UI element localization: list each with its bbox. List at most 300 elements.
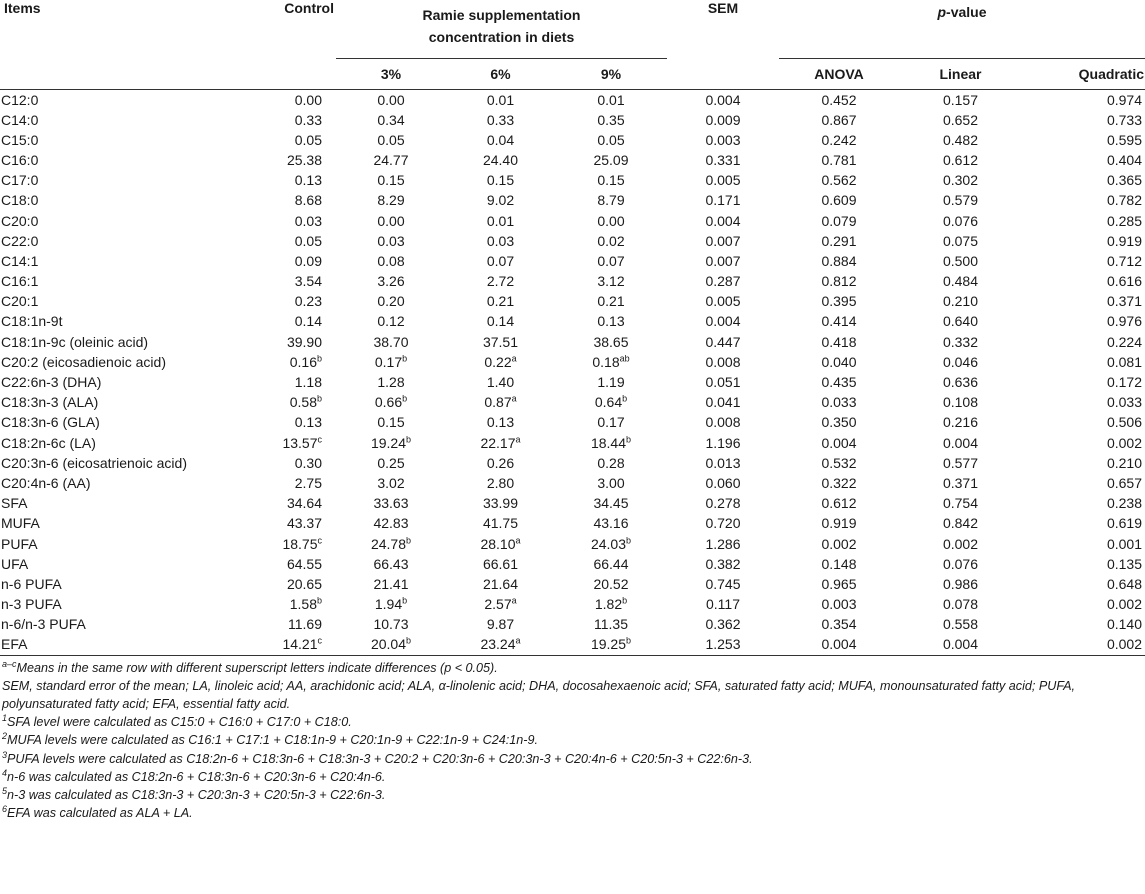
cell-quadratic-value: 0.595: [1106, 131, 1142, 148]
cell-linear: [899, 110, 1022, 130]
cell-linear: [899, 89, 1022, 110]
pvalue-suffix: -value: [946, 4, 987, 20]
cell-9pct-value: 3.00: [597, 474, 625, 491]
cell-anova: [779, 372, 899, 392]
cell-linear: [899, 332, 1022, 352]
cell-9pct-value: 0.28: [597, 454, 625, 471]
cell-3pct-value: 3.02: [377, 474, 405, 491]
cell-6pct-value: 0.01: [486, 91, 515, 108]
cell-sem: [667, 210, 779, 230]
table-row: [0, 110, 1145, 130]
cell-anova: [779, 493, 899, 513]
cell-anova-value: 0.040: [821, 353, 857, 370]
cell-6pct: [446, 89, 555, 110]
cell-3pct: [336, 190, 446, 210]
cell-quadratic: [1022, 130, 1145, 150]
cell-3pct: [336, 574, 446, 594]
cell-control-value: 20.65: [286, 575, 322, 592]
cell-item: [0, 594, 212, 614]
cell-quadratic: [1022, 332, 1145, 352]
cell-quadratic: [1022, 412, 1145, 432]
cell-linear: [899, 130, 1022, 150]
cell-quadratic: [1022, 634, 1145, 654]
cell-linear-value: 0.004: [942, 636, 979, 653]
cell-3pct-value: 0.00: [377, 212, 405, 229]
cell-quadratic: [1022, 251, 1145, 271]
cell-3pct-value: 20.04: [370, 636, 407, 653]
cell-9pct-value: 24.03: [590, 535, 627, 552]
cell-linear: [899, 513, 1022, 533]
significance-letter: b: [622, 393, 628, 404]
cell-item-value: C16:0: [1, 151, 39, 168]
cell-quadratic: [1022, 574, 1145, 594]
cell-quadratic: [1022, 150, 1145, 170]
cell-6pct: [446, 210, 555, 230]
cell-quadratic-value: 0.224: [1106, 333, 1142, 350]
footnote-marker: 2: [2, 731, 8, 742]
cell-9pct-value: 0.13: [597, 313, 625, 330]
table-row: [0, 614, 1145, 634]
cell-6pct-value: 0.33: [486, 111, 515, 128]
cell-3pct: [336, 453, 446, 473]
cell-item-value: C20:0: [1, 212, 39, 229]
cell-9pct-value: 1.82: [594, 596, 623, 613]
cell-item: [0, 574, 212, 594]
cell-item: [0, 130, 212, 150]
cell-item-value: MUFA: [1, 515, 40, 532]
cell-linear: [899, 614, 1022, 634]
footnote-marker: a–c: [2, 658, 17, 669]
cell-3pct-value: 0.66: [374, 394, 403, 411]
cell-control-value: 64.55: [286, 555, 322, 572]
cell-item: [0, 190, 212, 210]
cell-linear: [899, 574, 1022, 594]
cell-control-value: 0.05: [294, 232, 322, 249]
cell-item-value: C18:3n-6 (GLA): [1, 414, 100, 431]
cell-9pct-value: 38.65: [593, 333, 629, 350]
cell-6pct: [446, 574, 555, 594]
cell-sem: [667, 594, 779, 614]
cell-quadratic-value: 0.782: [1106, 192, 1142, 209]
cell-item: [0, 271, 212, 291]
cell-9pct: [555, 352, 667, 372]
cell-3pct-value: 0.15: [377, 414, 405, 431]
cell-anova: [779, 392, 899, 412]
cell-6pct-value: 0.21: [486, 293, 515, 310]
cell-control-value: 2.75: [294, 474, 322, 491]
footnote-text: Means in the same row with different superscript letters indicate differences (p < 0.05).: [16, 660, 498, 675]
cell-linear: [899, 433, 1022, 453]
cell-anova: [779, 473, 899, 493]
cell-quadratic-value: 0.619: [1106, 515, 1142, 532]
table-row: [0, 271, 1145, 291]
cell-sem: [667, 150, 779, 170]
table-row: [0, 453, 1145, 473]
cell-6pct: [446, 594, 555, 614]
cell-control: [212, 352, 336, 372]
cell-sem: [667, 614, 779, 634]
table-row: [0, 392, 1145, 412]
cell-anova-value: 0.354: [821, 616, 857, 633]
cell-6pct-value: 0.01: [486, 212, 515, 229]
cell-control-value: 11.69: [288, 616, 322, 633]
footnote-text: n-6 was calculated as C18:2n-6 + C18:3n-6 + C20:3n-6 + C20:4n-6.: [7, 769, 386, 784]
cell-9pct: [555, 110, 667, 130]
cell-linear-value: 0.046: [942, 353, 979, 370]
cell-item: [0, 412, 212, 432]
cell-item-value: C12:0: [1, 91, 39, 108]
footnote-marker: 5: [2, 785, 8, 796]
cell-item-value: PUFA: [1, 535, 38, 552]
cell-sem-value: 0.745: [705, 575, 741, 592]
cell-3pct: [336, 533, 446, 553]
table-row: [0, 291, 1145, 311]
cell-9pct-value: 8.79: [597, 192, 625, 209]
cell-linear-value: 0.640: [942, 313, 979, 330]
cell-anova-value: 0.002: [821, 535, 857, 552]
table-row: [0, 574, 1145, 594]
col-header-pvalue: [779, 0, 1145, 58]
cell-9pct-value: 0.21: [597, 293, 625, 310]
cell-3pct-value: 66.43: [373, 555, 409, 572]
cell-linear-value: 0.558: [942, 616, 979, 633]
cell-item: [0, 311, 212, 331]
cell-control: [212, 190, 336, 210]
cell-9pct: [555, 614, 667, 634]
cell-control: [212, 89, 336, 110]
cell-sem-value: 0.051: [705, 374, 741, 391]
cell-anova: [779, 554, 899, 574]
cell-control: [212, 210, 336, 230]
cell-anova: [779, 190, 899, 210]
cell-9pct-value: 34.45: [593, 495, 629, 512]
cell-quadratic-value: 0.285: [1106, 212, 1142, 229]
table-header: [0, 0, 1145, 89]
cell-linear: [899, 352, 1022, 372]
cell-control: [212, 554, 336, 574]
cell-9pct: [555, 271, 667, 291]
cell-anova-value: 0.395: [821, 293, 857, 310]
cell-item-value: C20:3n-6 (eicosatrienoic acid): [1, 454, 187, 471]
table-row: [0, 130, 1145, 150]
cell-quadratic-value: 0.140: [1106, 616, 1142, 633]
cell-item: [0, 332, 212, 352]
cell-3pct: [336, 392, 446, 412]
cell-sem: [667, 634, 779, 654]
cell-sem-value: 0.005: [705, 172, 741, 189]
cell-quadratic-value: 0.919: [1106, 232, 1142, 249]
cell-anova: [779, 231, 899, 251]
cell-3pct-value: 0.34: [377, 111, 405, 128]
footnote: [2, 731, 1143, 749]
footnote: [2, 713, 1143, 731]
cell-anova: [779, 513, 899, 533]
cell-9pct-value: 0.35: [597, 111, 625, 128]
cell-3pct-value: 1.28: [377, 374, 405, 391]
cell-9pct-value: 20.52: [593, 575, 629, 592]
cell-9pct: [555, 251, 667, 271]
cell-control-value: 34.64: [286, 495, 322, 512]
significance-letter: b: [402, 595, 408, 606]
cell-6pct: [446, 453, 555, 473]
cell-quadratic: [1022, 392, 1145, 412]
cell-6pct-value: 23.24: [480, 636, 516, 653]
cell-sem: [667, 433, 779, 453]
cell-3pct: [336, 311, 446, 331]
cell-control: [212, 453, 336, 473]
cell-anova: [779, 150, 899, 170]
cell-3pct-value: 8.29: [377, 192, 405, 209]
cell-linear: [899, 473, 1022, 493]
cell-control: [212, 473, 336, 493]
cell-sem: [667, 513, 779, 533]
significance-letter: c: [317, 635, 322, 646]
cell-3pct: [336, 150, 446, 170]
cell-anova-value: 0.435: [821, 374, 857, 391]
cell-item-value: C18:2n-6c (LA): [1, 434, 96, 451]
cell-quadratic: [1022, 594, 1145, 614]
cell-9pct: [555, 412, 667, 432]
cell-control-value: 0.16: [289, 353, 317, 370]
cell-3pct-value: 0.12: [377, 313, 405, 330]
cell-sem-value: 0.060: [705, 474, 741, 491]
significance-letter: b: [622, 595, 628, 606]
cell-6pct-value: 0.87: [484, 394, 512, 411]
cell-sem: [667, 554, 779, 574]
col-header-ramie: [336, 0, 667, 58]
significance-letter: a: [515, 635, 521, 646]
table-row: [0, 89, 1145, 110]
cell-item: [0, 493, 212, 513]
cell-3pct-value: 0.00: [377, 91, 405, 108]
cell-linear-value: 0.842: [942, 515, 979, 532]
cell-quadratic-value: 0.081: [1106, 353, 1142, 370]
cell-control-value: 0.33: [294, 111, 322, 128]
cell-sem: [667, 311, 779, 331]
cell-9pct: [555, 190, 667, 210]
cell-6pct: [446, 291, 555, 311]
cell-3pct: [336, 210, 446, 230]
table-row: [0, 554, 1145, 574]
cell-linear: [899, 412, 1022, 432]
significance-letter: a: [515, 433, 521, 444]
cell-sem-value: 0.278: [705, 495, 741, 512]
cell-sem-value: 0.117: [706, 596, 740, 613]
cell-linear-value: 0.302: [942, 172, 979, 189]
cell-linear-value: 0.579: [942, 192, 979, 209]
cell-6pct: [446, 533, 555, 553]
footnotes: [0, 656, 1145, 823]
table-row: [0, 190, 1145, 210]
cell-item: [0, 150, 212, 170]
cell-control-value: 13.57: [282, 434, 318, 451]
cell-anova: [779, 291, 899, 311]
cell-sem: [667, 574, 779, 594]
table-row: [0, 412, 1145, 432]
cell-quadratic-value: 0.976: [1106, 313, 1142, 330]
cell-linear-value: 0.577: [942, 454, 979, 471]
cell-linear-value: 0.002: [942, 535, 979, 552]
cell-3pct-value: 33.63: [373, 495, 409, 512]
significance-letter: b: [402, 353, 408, 364]
cell-anova-value: 0.609: [821, 192, 857, 209]
cell-anova-value: 0.322: [821, 474, 857, 491]
cell-quadratic-value: 0.974: [1106, 91, 1142, 108]
cell-6pct-value: 0.15: [486, 172, 515, 189]
cell-control: [212, 372, 336, 392]
cell-6pct-value: 33.99: [482, 495, 519, 512]
cell-linear-value: 0.078: [942, 596, 979, 613]
cell-item-value: C18:3n-3 (ALA): [1, 394, 99, 411]
significance-letter: b: [316, 595, 322, 606]
footnote-marker: 6: [2, 804, 8, 814]
cell-3pct: [336, 130, 446, 150]
col-header-6pct: 6%: [490, 65, 511, 82]
cell-linear-value: 0.371: [942, 474, 979, 491]
footnote-text: n-3 was calculated as C18:3n-3 + C20:3n-3 + C20:5n-3 + C22:6n-3.: [7, 787, 386, 802]
cell-item: [0, 110, 212, 130]
cell-linear-value: 0.636: [942, 374, 979, 391]
cell-6pct: [446, 433, 555, 453]
cell-quadratic: [1022, 433, 1145, 453]
cell-item: [0, 392, 212, 412]
cell-6pct: [446, 231, 555, 251]
cell-quadratic-value: 0.733: [1106, 111, 1142, 128]
cell-item: [0, 473, 212, 493]
cell-control: [212, 251, 336, 271]
cell-6pct: [446, 150, 555, 170]
cell-6pct: [446, 392, 555, 412]
cell-6pct-value: 9.87: [486, 616, 515, 633]
table-body: [0, 89, 1145, 655]
cell-item-value: UFA: [1, 555, 29, 572]
cell-item-value: C16:1: [1, 273, 39, 290]
cell-anova: [779, 352, 899, 372]
cell-sem: [667, 473, 779, 493]
significance-letter: b: [316, 393, 322, 404]
cell-anova-value: 0.884: [821, 252, 857, 269]
cell-quadratic: [1022, 513, 1145, 533]
cell-quadratic: [1022, 210, 1145, 230]
col-header-anova: ANOVA: [814, 65, 864, 82]
cell-9pct: [555, 513, 667, 533]
cell-item: [0, 533, 212, 553]
cell-anova-value: 0.532: [821, 454, 857, 471]
cell-linear-value: 0.484: [942, 273, 979, 290]
cell-3pct: [336, 332, 446, 352]
cell-quadratic-value: 0.002: [1106, 434, 1142, 451]
cell-control-value: 0.13: [294, 172, 322, 189]
cell-linear: [899, 150, 1022, 170]
col-header-3pct: 3%: [380, 65, 402, 82]
cell-control-value: 18.75: [282, 535, 318, 552]
cell-quadratic: [1022, 533, 1145, 553]
cell-anova-value: 0.079: [821, 212, 857, 229]
cell-linear: [899, 453, 1022, 473]
cell-sem-value: 0.003: [705, 131, 741, 148]
cell-anova-value: 0.004: [821, 636, 857, 653]
cell-9pct-value: 0.18: [592, 353, 620, 370]
col-header-9pct: 9%: [600, 65, 622, 82]
cell-anova: [779, 271, 899, 291]
cell-linear-value: 0.986: [942, 575, 979, 592]
cell-control-value: 0.14: [294, 313, 322, 330]
table-row: [0, 513, 1145, 533]
cell-3pct-value: 19.24: [370, 434, 407, 451]
cell-quadratic-value: 0.616: [1106, 273, 1142, 290]
cell-3pct: [336, 291, 446, 311]
cell-control-value: 1.58: [289, 596, 317, 613]
table-row: [0, 372, 1145, 392]
cell-linear: [899, 372, 1022, 392]
cell-9pct: [555, 554, 667, 574]
footnote: [2, 768, 1143, 786]
cell-anova: [779, 170, 899, 190]
cell-6pct-value: 9.02: [486, 192, 515, 209]
cell-quadratic: [1022, 372, 1145, 392]
cell-sem-value: 1.253: [705, 636, 741, 653]
cell-linear: [899, 392, 1022, 412]
cell-6pct: [446, 372, 555, 392]
cell-3pct-value: 0.15: [377, 172, 405, 189]
cell-3pct-value: 0.05: [377, 131, 405, 148]
cell-6pct: [446, 634, 555, 654]
cell-3pct: [336, 433, 446, 453]
cell-item-value: SFA: [1, 495, 28, 512]
cell-item-value: C18:1n-9t: [1, 313, 63, 330]
cell-9pct: [555, 594, 667, 614]
cell-9pct: [555, 493, 667, 513]
cell-sem: [667, 110, 779, 130]
cell-6pct: [446, 130, 555, 150]
cell-control-value: 1.18: [294, 374, 322, 391]
cell-control-value: 0.23: [294, 293, 322, 310]
cell-9pct: [555, 210, 667, 230]
cell-6pct-value: 2.72: [486, 273, 515, 290]
cell-linear: [899, 594, 1022, 614]
footnote: [2, 659, 1143, 677]
cell-sem-value: 0.005: [705, 293, 741, 310]
cell-6pct-value: 0.26: [486, 454, 515, 471]
cell-sem-value: 0.447: [705, 333, 741, 350]
cell-sem: [667, 493, 779, 513]
cell-sem: [667, 190, 779, 210]
cell-item-value: C18:0: [1, 192, 39, 209]
significance-letter: b: [626, 534, 632, 545]
cell-linear: [899, 170, 1022, 190]
cell-item-value: EFA: [1, 636, 28, 653]
cell-quadratic-value: 0.135: [1106, 555, 1142, 572]
cell-6pct: [446, 473, 555, 493]
cell-9pct: [555, 392, 667, 412]
cell-sem: [667, 251, 779, 271]
cell-anova-value: 0.033: [821, 394, 857, 411]
significance-letter: b: [406, 433, 412, 444]
cell-item: [0, 513, 212, 533]
cell-linear-value: 0.612: [942, 151, 979, 168]
col-header-ramie-line2: concentration in diets: [428, 29, 575, 45]
cell-item-value: n-6 PUFA: [1, 575, 62, 592]
cell-3pct: [336, 231, 446, 251]
cell-anova: [779, 614, 899, 634]
cell-anova: [779, 210, 899, 230]
cell-control: [212, 311, 336, 331]
cell-sem: [667, 130, 779, 150]
cell-9pct: [555, 291, 667, 311]
footnote: [2, 677, 1143, 713]
cell-control: [212, 533, 336, 553]
cell-linear: [899, 554, 1022, 574]
